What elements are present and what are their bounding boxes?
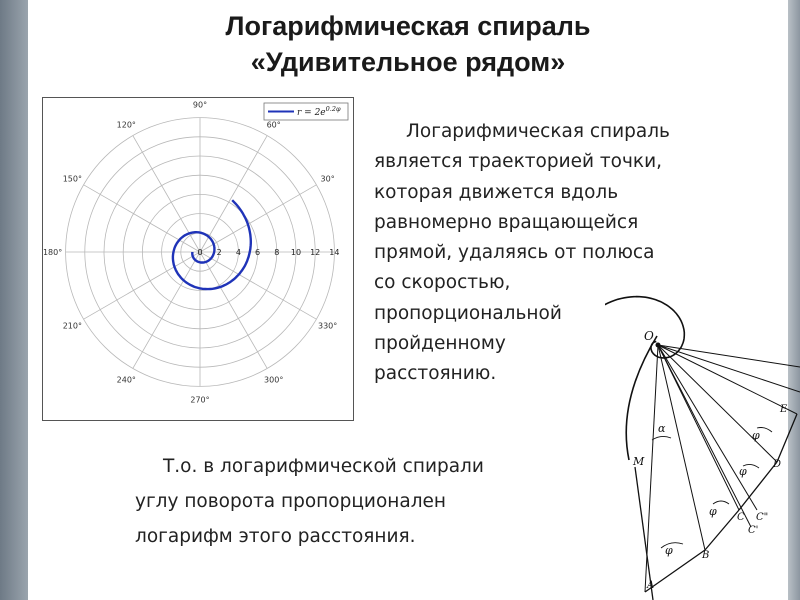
conclusion-paragraph [135,449,484,554]
point-label-e: E [780,404,788,415]
ray [658,345,705,550]
point-label-c: C [737,512,745,523]
radial-label: 2 [216,248,222,257]
description-line: прямой, удаляясь от полюса [374,242,655,264]
description-line: является траекторией точки, [374,151,662,173]
title-line-1: Логарифмическая спираль [225,11,591,41]
phi-symbol: φ [752,429,760,442]
angle-label: 330° [318,321,338,331]
point-label-b: B [702,550,710,561]
pole-label: O [644,329,654,343]
angle-label: 210° [62,321,82,331]
radial-label: 8 [274,248,280,257]
angle-label: 60° [266,120,281,130]
description-line: равномерно вращающейся [374,211,639,233]
description-line: расстоянию. [374,363,497,385]
title-line-2: «Удивительное рядом» [250,47,566,77]
radial-label: 14 [329,248,340,257]
plot-frame [43,98,354,421]
spiral-construction-diagram [605,282,800,600]
phi-symbol: φ [739,465,747,478]
conclusion-line: Т.о. в логарифмической спирали [163,456,484,477]
chord [777,414,797,462]
point-label-c-prime: C' [748,525,759,536]
phi-symbol: φ [709,505,717,518]
angle-arc [652,436,671,440]
construction-spiral [605,297,684,358]
angle-label: 90° [192,100,208,110]
angle-label: 180° [42,248,63,257]
slide-left-border [0,0,28,600]
angle-label: 120° [116,120,136,130]
point-label-d: D [773,459,782,470]
point-label-a: A [647,580,655,591]
point-label-c-double-prime: C" [756,512,769,523]
plot-legend [264,103,348,120]
conclusion-line: логарифм этого расстояния. [135,526,416,547]
radial-label: 12 [310,248,321,257]
description-line: со скоростью, [374,272,511,294]
conclusion-line: углу поворота пропорционален [135,491,446,512]
angle-label: 270° [190,395,210,405]
description-line: которая движется вдоль [374,181,619,203]
angle-label: 150° [62,174,82,184]
polar-spiral-plot [42,97,354,421]
description-line: пройденному [374,333,506,355]
angle-label: 300° [264,375,284,385]
angle-arc [713,501,729,504]
ray [658,345,800,392]
radial-label: 0 [197,248,203,257]
curve-label: M [633,455,645,468]
radial-label: 4 [235,248,241,257]
angle-label: 30° [320,174,335,184]
outer-arc [626,336,657,460]
slide-title [28,8,788,80]
alpha-symbol: α [658,422,666,435]
radial-label: 10 [290,248,302,257]
description-line: Логарифмическая спираль [406,121,670,142]
radial-label: 6 [255,248,261,257]
phi-symbol: φ [665,544,673,557]
description-line: пропорциональной [374,302,562,324]
legend-label: $r = 2e^{0.2\varphi}$ [297,105,341,118]
angle-label: 240° [116,375,136,385]
ray [658,345,751,527]
